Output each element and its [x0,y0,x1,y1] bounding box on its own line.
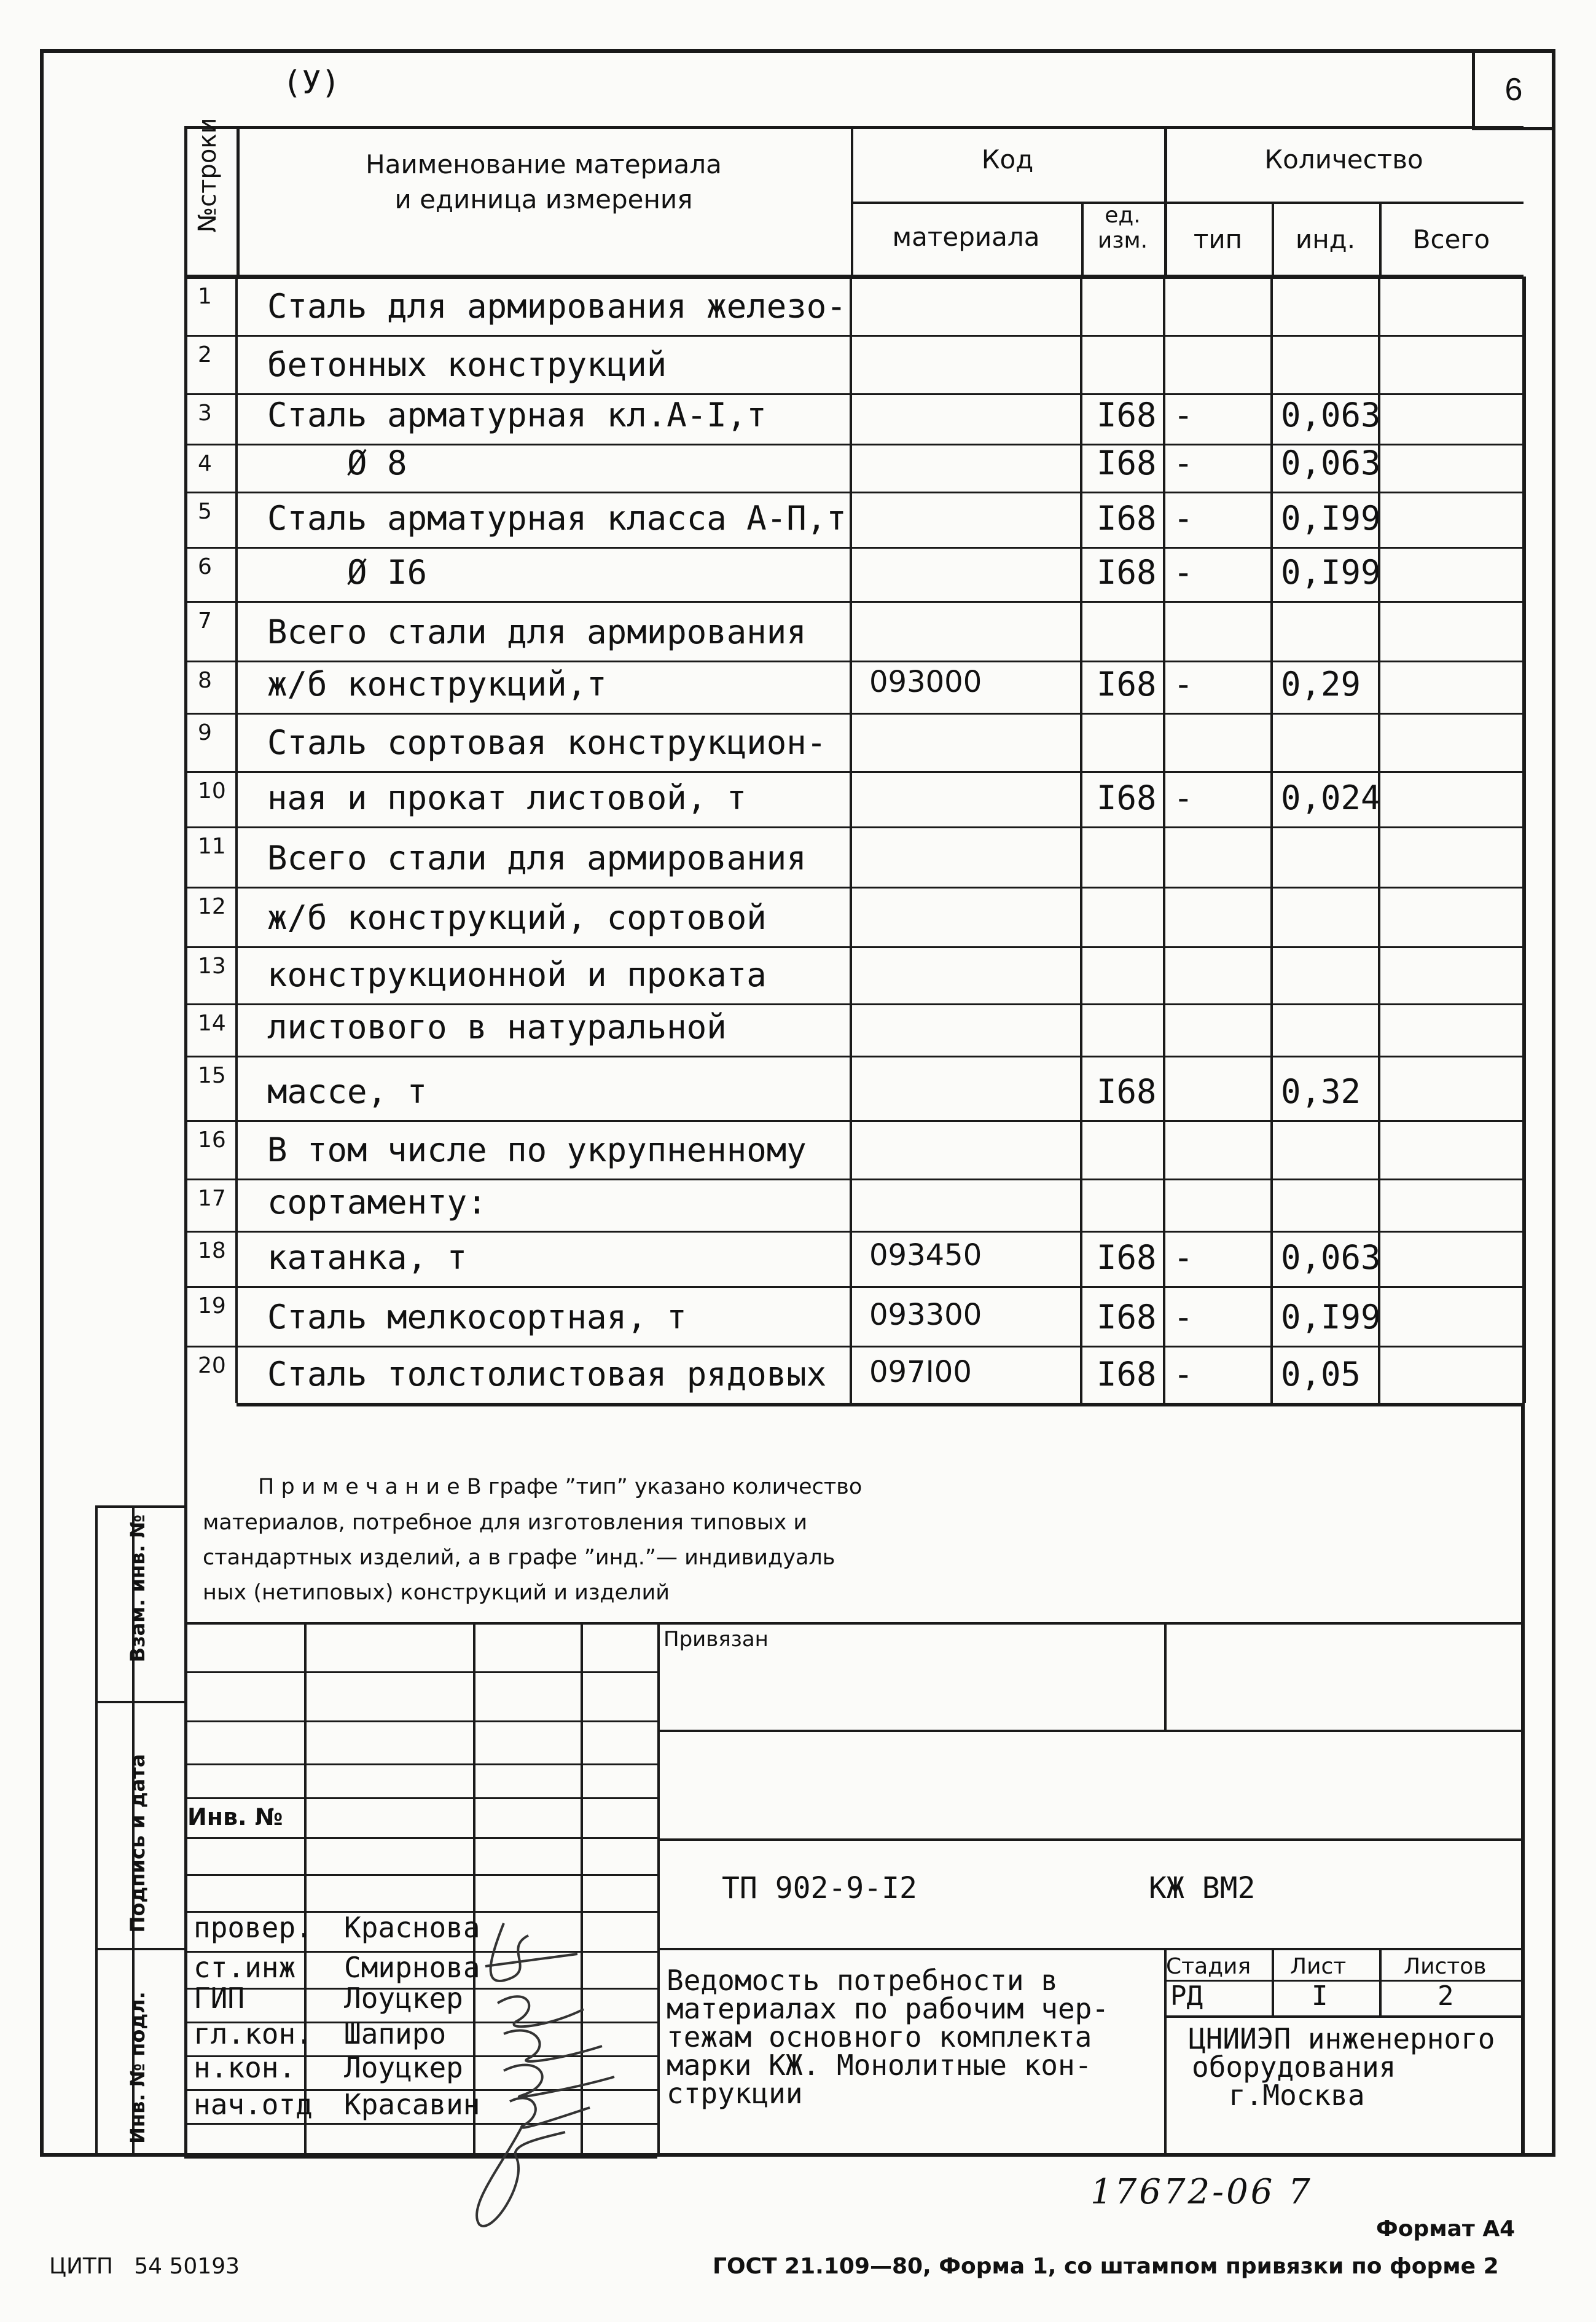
row-unit: I68 [1097,1298,1157,1336]
row-name: Ø I6 [267,553,428,592]
note-text-1: В графе ”тип” указано количество [466,1475,863,1499]
stamp-grid-row [184,1720,657,1722]
row-name: катанка, т [267,1238,467,1277]
row-num-line [184,1231,237,1233]
stamp-role: ГИП [194,1982,245,2015]
row-type: - [1173,444,1194,482]
row-line [237,1179,1524,1180]
row-name: конструкционной и проката [267,955,767,994]
stamp-privyazan-divider [1164,1622,1167,1730]
stamp-sheets-divider [1379,1948,1382,2015]
row-line [237,1403,1524,1406]
row-unit: I68 [1097,444,1157,482]
row-line [237,1120,1524,1122]
header-row-no: №строки [194,117,222,233]
row-unit: I68 [1097,779,1157,817]
stamp-role-name: Шапиро [344,2017,447,2050]
header-qty-ind: инд. [1295,224,1356,254]
row-unit: I68 [1097,553,1157,592]
row-number: 8 [198,668,212,693]
row-type: - [1173,396,1194,434]
row-number: 12 [198,894,226,919]
row-line [237,393,1524,395]
row-type: - [1173,1238,1194,1277]
header-name-line1: Наименование материала [366,149,722,179]
stamp-org-line [1164,2015,1524,2018]
header-code: Код [981,144,1034,175]
note-line-2: материалов, потребное для изготовления типовых и [203,1510,808,1535]
header-unit-line1: ед. [1105,203,1141,228]
row-number: 5 [198,499,212,524]
row-number: 6 [198,554,212,579]
row-unit: I68 [1097,665,1157,704]
row-number: 11 [198,834,226,859]
stamp-mark: КЖ ВМ2 [1149,1871,1256,1905]
row-num-line [184,946,237,948]
row-line [237,661,1524,662]
side-divider-1 [95,1701,184,1703]
row-name: Сталь сортовая конструкцион- [267,723,827,762]
sheet-number: 6 [1504,72,1523,108]
row-name: Сталь арматурная кл.А-I,т [267,396,767,434]
footer-left: ЦИТП 54 50193 [49,2254,240,2279]
stamp-line-c [657,1948,1524,1950]
header-top-line [184,126,1524,129]
row-number: 18 [198,1238,226,1263]
row-num-line [184,887,237,888]
row-line [237,601,1524,603]
stamp-grid-row [184,1874,657,1876]
row-unit: I68 [1097,396,1157,434]
stamp-line-a [657,1730,1524,1732]
note-line-3: стандартных изделий, а в графе ”инд.”— индивидуаль [203,1545,835,1570]
row-line [237,1286,1524,1288]
stamp-role-name: Лоуцкер [344,2051,463,2084]
row-num-line [184,1286,237,1288]
row-line [237,1056,1524,1057]
stamp-role: гл.кон. [194,2017,313,2050]
row-code: 093450 [869,1238,982,1273]
header-mid-line [851,202,1524,204]
row-line [237,887,1524,888]
row-unit: I68 [1097,1238,1157,1277]
row-code: 097I00 [869,1355,972,1389]
stamp-org-line1: ЦНИИЭП инженерного [1189,2022,1495,2055]
row-name: ная и прокат листовой, т [267,779,747,817]
stamp-org-line3: г.Москва [1229,2079,1365,2112]
row-type: - [1173,1298,1194,1336]
stamp-grid-row [184,1671,657,1673]
row-number: 15 [198,1063,226,1088]
row-name: сортаменту: [267,1183,487,1222]
stamp-title-line2: материалах по рабочим чер- [667,1992,1109,2025]
stamp-role: нач.отд [194,2088,313,2121]
row-num-line [184,1056,237,1057]
row-number: 3 [198,401,212,426]
stamp-sheet-divider [1272,1948,1274,2015]
row-line [237,826,1524,828]
header-name-line2: и единица измерения [394,184,693,214]
row-code: 093300 [869,1298,982,1332]
stamp-title-line1: Ведомость потребности в [667,1964,1058,1997]
row-name: Сталь мелкосортная, т [267,1298,687,1336]
header-name [237,147,851,217]
row-line [237,946,1524,948]
side-column-line-1 [95,1505,98,2157]
stamp-inv-no: Инв. № [187,1803,283,1830]
row-num-line [184,826,237,828]
row-name: листового в натуральной [267,1008,727,1046]
header-qty-type: тип [1193,224,1243,254]
row-num-line [184,393,237,395]
row-num-line [184,444,237,445]
side-label-podpis: Подпись и дата [126,1754,149,1933]
header-qty-total: Всего [1412,224,1490,254]
row-num-line [184,1120,237,1122]
right-border [1521,1403,1525,2157]
stamp-sheets: 2 [1438,1980,1454,2012]
row-ind: 0,024 [1281,779,1381,817]
row-num-line [184,601,237,603]
row-type: - [1173,665,1194,704]
row-line [237,713,1524,715]
row-num-line [184,661,237,662]
row-line [237,335,1524,337]
row-number: 10 [198,779,226,804]
stamp-role-name: Смирнова [344,1951,480,1984]
row-ind: 0,063 [1281,1238,1381,1277]
row-name: Сталь арматурная класса А-П,т [267,499,847,538]
stamp-title-line5: струкции [667,2077,803,2110]
row-name: ж/б конструкций,т [267,665,607,704]
row-line [237,492,1524,493]
handwritten-number: 17672-06 7 [1090,2172,1313,2212]
stamp-role: н.кон. [194,2051,296,2084]
header-quantity: Количество [1264,144,1423,175]
stamp-role-name: Красавин [344,2088,480,2121]
stamp-privyazan: Привязан [663,1627,769,1652]
row-number: 9 [198,720,212,745]
row-name: ж/б конструкций, сортовой [267,898,767,937]
side-label-inv: Инв. № подл. [126,1991,149,2144]
row-unit: I68 [1097,1355,1157,1394]
row-type: - [1173,1355,1194,1394]
row-type: - [1173,499,1194,538]
stamp-stage-divider [1164,1948,1167,2157]
row-ind: 0,063 [1281,444,1381,482]
row-num-line [184,492,237,493]
stamp-grid-col [304,1622,307,2157]
stamp-role-name: Лоуцкер [344,1982,463,2015]
row-name: Сталь для армирования железо- [267,287,847,326]
stamp-grid-row [184,1797,657,1799]
note-line-4: ных (нетиповых) конструкций и изделий [203,1580,670,1605]
stamp-title-line3: тежам основного комплекта [667,2020,1092,2053]
header-unit-line2: изм. [1097,228,1148,254]
stamp-org [1189,2022,1495,2112]
row-num-line [184,1003,237,1005]
row-line [237,771,1524,773]
row-number: 7 [198,608,212,633]
row-line [237,1231,1524,1233]
stamp-title-line4: марки КЖ. Монолитные кон- [667,2049,1092,2082]
row-number: 13 [198,954,226,979]
stamp-grid-row [184,1763,657,1765]
row-ind: 0,I99 [1281,1298,1381,1336]
row-type: - [1173,553,1194,592]
row-line [237,547,1524,549]
row-ind: 0,063 [1281,396,1381,434]
stamp-line-b [657,1838,1524,1841]
side-label-vzam: Взам. инв. № [126,1514,149,1663]
format-label: Формат А4 [1376,2216,1516,2242]
row-line [237,1346,1524,1347]
row-num-line [184,1346,237,1347]
row-num-line [184,335,237,337]
row-name: Всего стали для армирования [267,839,807,877]
footer-right: ГОСТ 21.109—80, Форма 1, со штампом привязки по форме 2 [713,2254,1499,2279]
row-number: 16 [198,1128,226,1153]
stamp-role: провер. [194,1911,313,1944]
row-number: 20 [198,1353,226,1378]
row-num-line [184,771,237,773]
row-name: В том числе по укрупненному [267,1131,807,1169]
note-line-1 [258,1475,862,1499]
row-code: 093000 [869,665,982,699]
sheet-marker: (У) [283,65,340,101]
row-number: 4 [198,451,212,476]
stamp-org-line2: оборудования [1192,2050,1396,2084]
row-line [237,1003,1524,1005]
stamp-role: ст.инж [194,1951,296,1984]
row-name: Сталь толстолистовая рядовых [267,1355,827,1394]
header-bottom-line [184,275,1524,279]
note-title: П р и м е ч а н и е [258,1475,460,1499]
row-number: 19 [198,1293,226,1319]
row-type: - [1173,779,1194,817]
stamp-role-name: Краснова [344,1911,480,1944]
stamp-grid-row [184,1622,657,1624]
row-name: Всего стали для армирования [267,613,807,651]
row-num-line [184,713,237,715]
row-unit: I68 [1097,1072,1157,1111]
row-number: 1 [198,284,212,309]
row-number: 17 [198,1186,226,1211]
row-unit: I68 [1097,499,1157,538]
signature-scribbles [430,1917,774,2237]
stamp-grid-row [184,1837,657,1839]
stamp-stage-label: Стадия [1166,1954,1251,1979]
stamp-grid-col [184,1622,187,2157]
stamp-stage: РД [1170,1980,1203,2012]
stamp-stage-row-line [1164,1980,1524,1982]
stamp-sheet-label: Лист [1290,1954,1347,1979]
row-num-line [184,547,237,549]
stamp-sheet: I [1312,1980,1328,2012]
row-ind: 0,I99 [1281,499,1381,538]
row-ind: 0,05 [1281,1355,1361,1394]
row-num-line [184,1179,237,1180]
header-code-material: материала [892,222,1040,252]
row-ind: 0,29 [1281,665,1361,704]
row-number: 2 [198,342,212,367]
row-number: 14 [198,1011,226,1036]
row-name: бетонных конструкций [267,345,667,384]
row-name: Ø 8 [267,444,407,482]
header-code-unit [1081,203,1164,254]
row-name: массе, т [267,1072,428,1111]
row-ind: 0,32 [1281,1072,1361,1111]
stamp-sheets-label: Листов [1404,1954,1487,1979]
row-ind: 0,I99 [1281,553,1381,592]
stamp-doc-code: ТП 902-9-I2 [722,1871,917,1905]
